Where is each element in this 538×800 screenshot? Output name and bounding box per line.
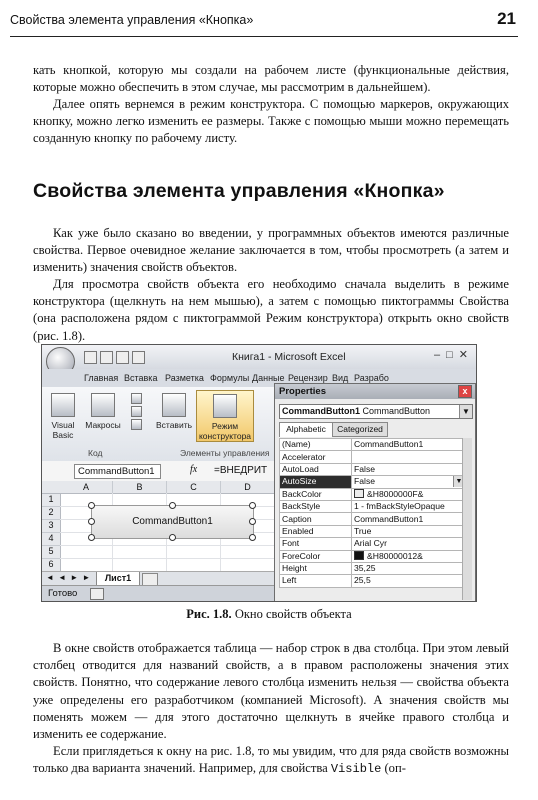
property-value-color[interactable] bbox=[352, 488, 465, 500]
paragraph-properties-intro: Как уже было сказано во введении, у программных объектов имеются различные свойства. Первое очевидное желание заключается в том, чтобы просмотреть (а затем и изменить) значения свойств объектов. bbox=[33, 226, 509, 275]
status-text: Готово bbox=[48, 588, 78, 599]
insert-control-label: Вставить bbox=[155, 420, 193, 430]
property-value: False bbox=[354, 476, 376, 487]
resize-handle[interactable] bbox=[169, 534, 176, 541]
property-row[interactable] bbox=[280, 513, 465, 525]
property-value[interactable]: False bbox=[352, 463, 465, 475]
select-all-corner[interactable] bbox=[42, 481, 61, 494]
window-title: Книга1 - Microsoft Excel bbox=[232, 351, 346, 363]
tab-home[interactable]: Главная bbox=[84, 373, 119, 383]
properties-title: Properties bbox=[279, 386, 326, 397]
property-value[interactable] bbox=[352, 451, 465, 463]
figure-caption-label: Рис. 1.8. bbox=[186, 607, 232, 621]
insert-control-icon bbox=[162, 393, 186, 417]
visual-basic-icon bbox=[51, 393, 75, 417]
resize-handle[interactable] bbox=[249, 502, 256, 509]
property-row[interactable] bbox=[280, 538, 465, 550]
code-small-icons[interactable] bbox=[130, 393, 142, 433]
figure-caption bbox=[0, 607, 538, 622]
property-value: &H80000012& bbox=[367, 550, 423, 561]
macros-icon bbox=[91, 393, 115, 417]
macro-security-icon bbox=[131, 419, 142, 430]
function-icon[interactable]: fx bbox=[190, 464, 198, 475]
insert-control-button[interactable] bbox=[154, 393, 194, 430]
property-row[interactable] bbox=[280, 525, 465, 537]
redo-icon[interactable] bbox=[116, 351, 129, 364]
properties-titlebar bbox=[275, 384, 475, 399]
properties-scrollbar[interactable] bbox=[462, 438, 472, 600]
properties-table bbox=[279, 438, 465, 588]
page-number: 21 bbox=[497, 9, 516, 28]
tab-categorized[interactable]: Categorized bbox=[332, 422, 388, 437]
gridline bbox=[60, 558, 274, 559]
paragraph-text: Если приглядеться к окну на рис. 1.8, то мы увидим, что для ряда свойств возможны только два варианта значений. Например, для свойства bbox=[33, 744, 509, 776]
property-name: Accelerator bbox=[280, 451, 352, 463]
tab-formulas[interactable]: Формулы bbox=[210, 373, 250, 383]
column-header[interactable]: A bbox=[60, 481, 113, 494]
resize-handle[interactable] bbox=[88, 534, 95, 541]
sheet-tab[interactable]: Лист1 bbox=[96, 572, 140, 586]
group-controls-label: Элементы управления bbox=[180, 448, 270, 458]
resize-handle[interactable] bbox=[88, 518, 95, 525]
sheet-navigation-icons[interactable]: ◄ ◄ ► ► bbox=[46, 573, 92, 582]
row-header[interactable]: 4 bbox=[42, 533, 61, 546]
property-name: ForeColor bbox=[280, 550, 352, 562]
resize-handle[interactable] bbox=[88, 502, 95, 509]
window-controls[interactable]: –□✕ bbox=[434, 349, 474, 361]
property-value-color[interactable] bbox=[352, 550, 465, 562]
row-header[interactable]: 3 bbox=[42, 520, 61, 533]
chevron-down-icon[interactable]: ▼ bbox=[459, 405, 472, 418]
design-mode-label: Режим конструктора bbox=[198, 421, 252, 441]
design-mode-icon bbox=[213, 394, 237, 418]
tab-data[interactable]: Данные bbox=[252, 373, 285, 383]
color-swatch-icon bbox=[354, 489, 364, 498]
row-header[interactable]: 6 bbox=[42, 559, 61, 572]
record-macro-icon bbox=[131, 393, 142, 404]
property-name: Font bbox=[280, 538, 352, 550]
tab-page-layout[interactable]: Разметка bbox=[165, 373, 204, 383]
property-name: AutoLoad bbox=[280, 463, 352, 475]
property-value[interactable]: Arial Cyr bbox=[352, 538, 465, 550]
name-box[interactable]: CommandButton1 bbox=[74, 464, 161, 479]
paragraph-designer-mode: Далее опять вернемся в режим конструктора. С помощью маркеров, окружающих кнопку, можно легко изменить ее размеры. Также с помощью мыши можно перемещать созданную кнопку по рабочему листу. bbox=[33, 97, 509, 146]
command-button[interactable]: CommandButton1 bbox=[91, 505, 254, 539]
tab-view[interactable]: Вид bbox=[332, 373, 349, 383]
property-row[interactable] bbox=[280, 439, 465, 451]
property-value[interactable]: CommandButton1 bbox=[352, 439, 465, 451]
tab-insert[interactable]: Вставка bbox=[124, 373, 158, 383]
property-row[interactable] bbox=[280, 463, 465, 475]
property-row[interactable] bbox=[280, 500, 465, 512]
undo-icon[interactable] bbox=[100, 351, 113, 364]
resize-handle[interactable] bbox=[249, 534, 256, 541]
property-name: AutoSize bbox=[280, 476, 352, 488]
design-mode-button[interactable] bbox=[196, 390, 254, 442]
property-row[interactable] bbox=[280, 575, 465, 587]
tab-review[interactable]: Рецензир bbox=[288, 373, 328, 383]
new-document-icon[interactable] bbox=[132, 351, 145, 364]
property-row[interactable] bbox=[280, 550, 465, 562]
row-header[interactable]: 1 bbox=[42, 494, 61, 507]
formula-input[interactable]: =ВНЕДРИТ bbox=[214, 465, 268, 476]
worksheet-grid[interactable] bbox=[42, 481, 274, 585]
running-header bbox=[10, 8, 518, 37]
macro-record-status-icon[interactable] bbox=[90, 588, 104, 600]
property-name: Left bbox=[280, 575, 352, 587]
property-name: BackStyle bbox=[280, 500, 352, 512]
group-code-label: Код bbox=[88, 448, 103, 458]
column-header[interactable]: B bbox=[113, 481, 167, 494]
property-value[interactable]: True bbox=[352, 525, 465, 537]
row-header[interactable]: 5 bbox=[42, 546, 61, 559]
sheet-tabs-bar bbox=[42, 571, 274, 586]
property-name: (Name) bbox=[280, 439, 352, 451]
property-row[interactable] bbox=[280, 562, 465, 574]
macros-label: Макросы bbox=[85, 420, 121, 430]
paragraph-properties-table: В окне свойств отображается таблица — набор строк в два столбца. При этом левый столбец отводится для названий свойств, а в правом расположены значения этих свойств. Понятно, что содержание левого столбца изменить нельзя — свойства объекта уже определены его разработчиком (компанией Microsoft). А значения свойств мы поменять можем — для этого достаточно щелкнуть в ячейке правого столбца и изменить ее содержание. bbox=[33, 641, 509, 742]
property-name: BackColor bbox=[280, 488, 352, 500]
paragraph-open-properties: Для просмотра свойств объекта его необходимо сначала выделить в режиме конструктора (щелкнуть на нем мышью), а затем с помощью пиктограммы Свойства (она расположена рядом с пиктограммой Режим конструктора) открыть окно свойств (рис. 1.8). bbox=[33, 277, 509, 343]
resize-handle[interactable] bbox=[169, 502, 176, 509]
visual-basic-label: Visual Basic bbox=[51, 420, 75, 440]
property-value[interactable]: CommandButton1 bbox=[352, 513, 465, 525]
color-swatch-icon bbox=[354, 551, 364, 560]
running-title: Свойства элемента управления «Кнопка» bbox=[10, 13, 254, 27]
figure-excel-properties bbox=[41, 344, 477, 602]
resize-handle[interactable] bbox=[249, 518, 256, 525]
object-name: CommandButton1 bbox=[282, 406, 360, 416]
paragraph-continuation: кать кнопкой, которую мы создали на рабочем листе (функциональные действия, которые можно обеспечить в этом случае, мы рассмотрим в дальнейшем). bbox=[33, 63, 509, 95]
close-icon[interactable]: x bbox=[458, 385, 472, 398]
chevron-down-icon[interactable]: ▼ bbox=[453, 476, 464, 487]
property-row[interactable] bbox=[280, 488, 465, 500]
property-value[interactable]: 25,5 bbox=[352, 575, 465, 587]
window-titlebar bbox=[42, 345, 476, 370]
property-value[interactable]: 1 - fmBackStyleOpaque bbox=[352, 500, 465, 512]
gridline bbox=[60, 545, 274, 546]
property-row[interactable] bbox=[280, 451, 465, 463]
properties-window bbox=[274, 383, 476, 602]
paragraph-text: (оп- bbox=[381, 761, 406, 776]
section-heading: Свойства элемента управления «Кнопка» bbox=[33, 180, 445, 202]
figure-caption-text: Окно свойств объекта bbox=[234, 607, 352, 621]
object-type: CommandButton bbox=[362, 406, 431, 416]
property-name: Height bbox=[280, 562, 352, 574]
row-header[interactable]: 2 bbox=[42, 507, 61, 520]
property-value[interactable]: 35,25 bbox=[352, 562, 465, 574]
property-row-selected[interactable] bbox=[280, 476, 465, 488]
property-name: Caption bbox=[280, 513, 352, 525]
visual-basic-button[interactable] bbox=[48, 393, 78, 440]
column-header[interactable]: C bbox=[167, 481, 221, 494]
object-selector[interactable] bbox=[279, 404, 473, 419]
relative-reference-icon bbox=[131, 406, 142, 417]
code-visible: Visible bbox=[330, 762, 382, 777]
property-value: &H8000000F& bbox=[367, 488, 424, 499]
property-value-dropdown[interactable] bbox=[352, 476, 465, 488]
save-icon[interactable] bbox=[84, 351, 97, 364]
tab-alphabetic[interactable]: Alphabetic bbox=[279, 422, 333, 437]
macros-button[interactable] bbox=[82, 393, 124, 430]
paragraph-two-values bbox=[33, 743, 509, 778]
column-header[interactable]: D bbox=[221, 481, 275, 494]
property-name: Enabled bbox=[280, 525, 352, 537]
tab-developer[interactable]: Разрабо bbox=[354, 373, 389, 383]
